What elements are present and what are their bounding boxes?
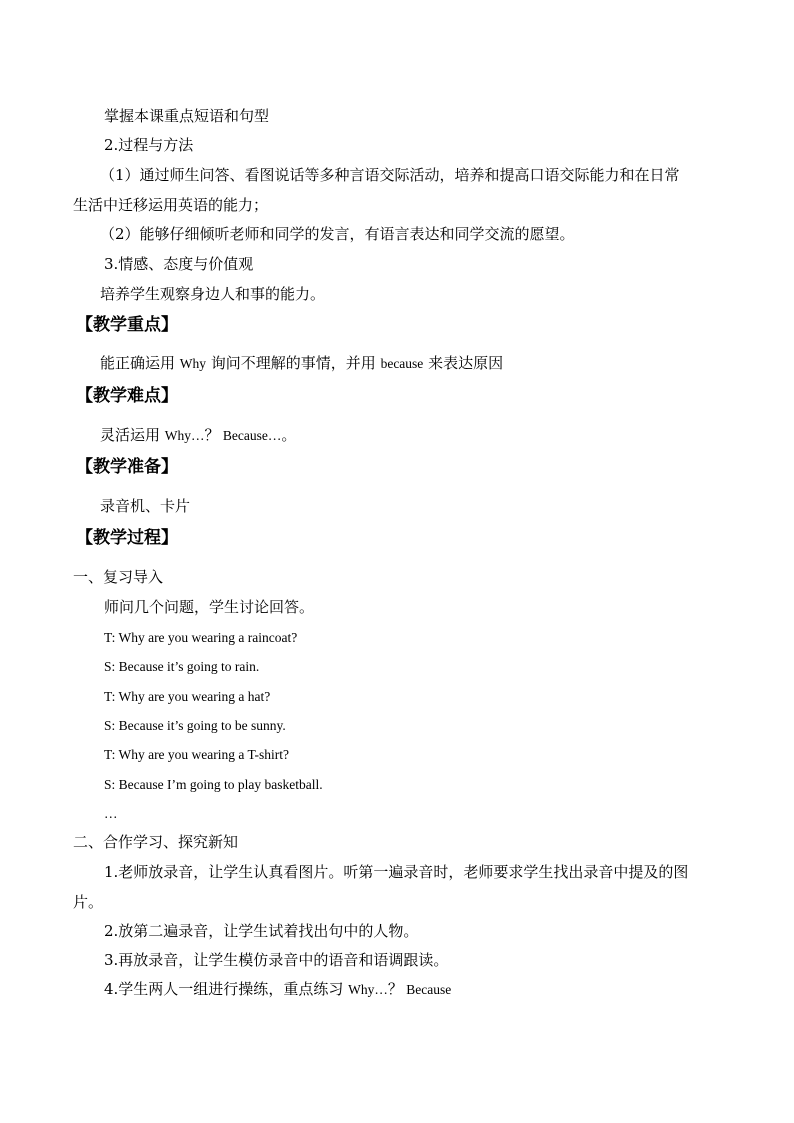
difficulties-question-mark: ？ xyxy=(204,426,220,444)
step-1-heading: 一、复习导入 xyxy=(73,568,164,586)
objective-line: 掌握本课重点短语和句型 xyxy=(104,107,270,125)
preparation-text: 录音机、卡片 xyxy=(100,497,191,515)
process-item-1-line-1: （1）通过师生问答、看图说话等多种言语交际活动，培养和提高口语交际能力和在日常 xyxy=(100,166,680,184)
difficulties-why: Why… xyxy=(164,428,205,443)
section-heading-difficulties: 【教学难点】 xyxy=(76,386,178,406)
process-item-2: （2）能够仔细倾听老师和同学的发言，有语言表达和同学交流的愿望。 xyxy=(100,225,575,243)
dialogue-ellipsis: … xyxy=(104,806,118,821)
dialogue-line-6: S: Because I’m going to play basketball. xyxy=(104,777,323,792)
emotion-attitude-heading: 3.情感、态度与价值观 xyxy=(104,255,254,273)
step-2-item-4-pre: 4.学生两人一组进行操练，重点练习 xyxy=(104,980,349,998)
key-points-mid: 询问不理解的事情，并用 xyxy=(206,354,381,372)
section-heading-key-points: 【教学重点】 xyxy=(76,315,178,335)
difficulties-end: 。 xyxy=(281,426,297,444)
key-points-text xyxy=(100,353,503,374)
step-1-intro: 师问几个问题，学生讨论回答。 xyxy=(104,598,315,616)
step-2-item-4-why: Why… xyxy=(348,982,388,997)
difficulties-because: Because… xyxy=(219,428,282,443)
step-2-heading: 二、合作学习、探究新知 xyxy=(73,833,239,851)
step-2-item-1-line-2: 片。 xyxy=(73,893,104,911)
key-points-why: Why xyxy=(179,356,207,371)
step-2-item-4 xyxy=(104,979,451,1000)
step-2-item-4-because: Because xyxy=(402,982,452,997)
key-points-pre: 能正确运用 xyxy=(100,354,180,372)
step-2-item-3: 3.再放录音，让学生模仿录音中的语音和语调跟读。 xyxy=(104,951,449,969)
process-item-1-line-2: 生活中迁移运用英语的能力； xyxy=(73,196,269,214)
dialogue-line-2: S: Because it’s going to rain. xyxy=(104,659,260,674)
key-points-post: 来表达原因 xyxy=(423,354,504,372)
section-heading-process: 【教学过程】 xyxy=(76,528,178,548)
dialogue-line-4: S: Because it’s going to be sunny. xyxy=(104,718,286,733)
difficulties-pre: 灵活运用 xyxy=(100,426,165,444)
dialogue-line-5: T: Why are you wearing a T-shirt? xyxy=(104,747,290,762)
dialogue-line-3: T: Why are you wearing a hat? xyxy=(104,689,271,704)
step-2-item-1-line-1: 1.老师放录音，让学生认真看图片。听第一遍录音时，老师要求学生找出录音中提及的图 xyxy=(104,863,689,881)
key-points-because: because xyxy=(380,356,424,371)
section-heading-preparation: 【教学准备】 xyxy=(76,457,178,477)
emotion-attitude-text: 培养学生观察身边人和事的能力。 xyxy=(100,285,326,303)
dialogue-line-1: T: Why are you wearing a raincoat? xyxy=(104,630,298,645)
step-2-item-4-question-mark: ？ xyxy=(387,980,403,998)
process-method-heading: 2.过程与方法 xyxy=(104,136,194,154)
step-2-item-2: 2.放第二遍录音，让学生试着找出句中的人物。 xyxy=(104,922,419,940)
difficulties-text xyxy=(100,425,296,446)
